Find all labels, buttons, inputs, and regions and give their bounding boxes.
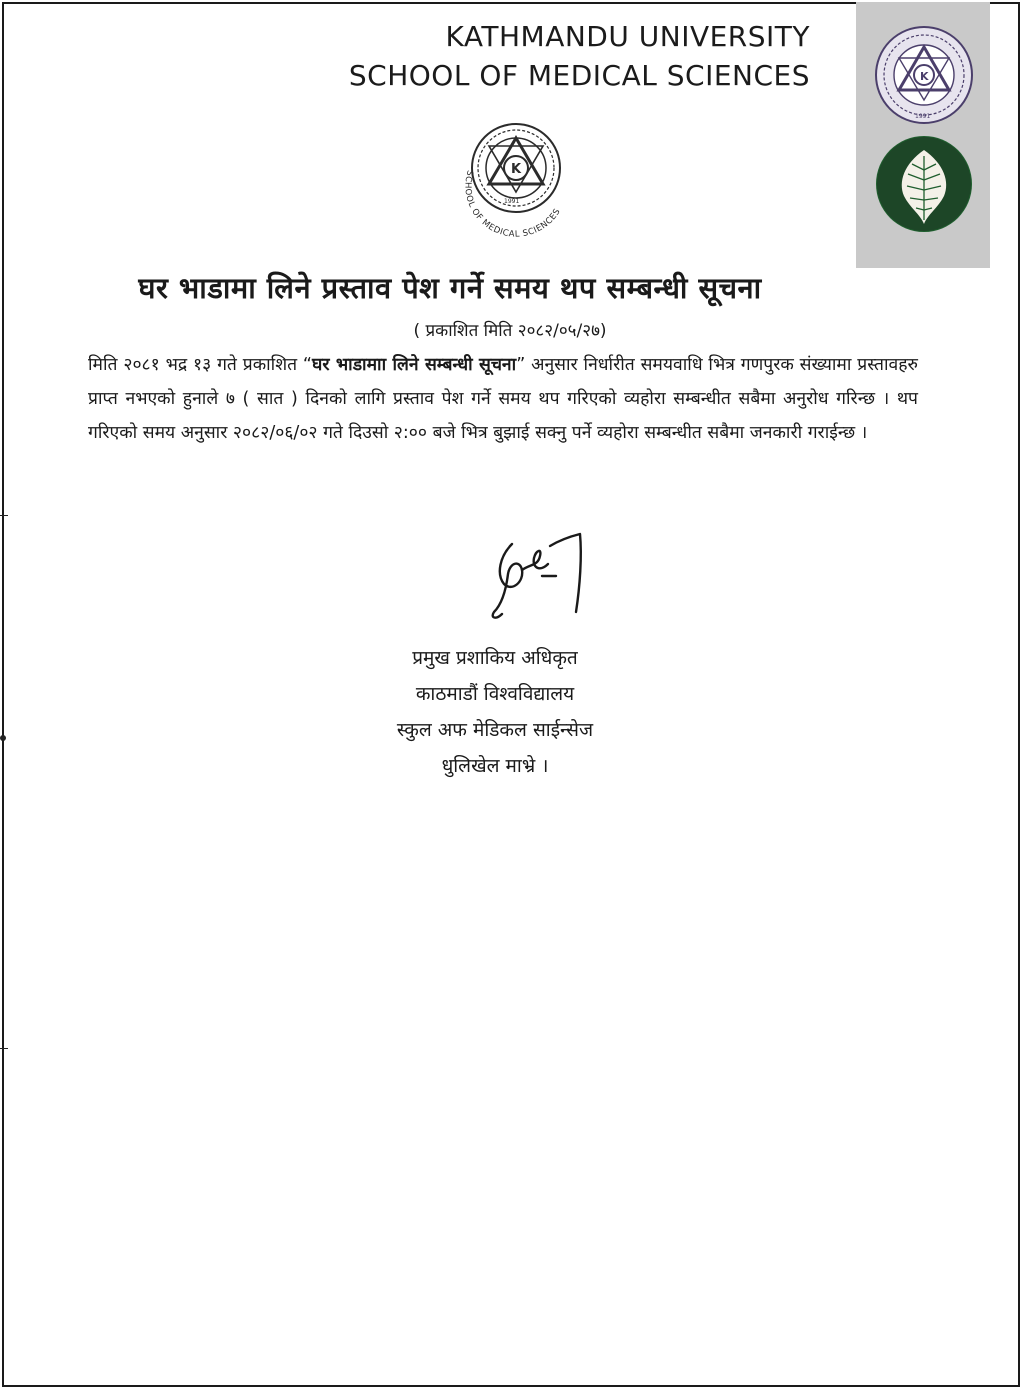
letterhead [300,18,810,96]
body-part-1: मिति २०८१ भद्र १३ गते प्रकाशित “ [88,355,312,375]
published-date: ( प्रकाशित मिति २०८२/०५/२७) [413,321,607,341]
signatory-designation: प्रमुख प्रशाकिय अधिकृत [412,647,578,669]
margin-dot [0,735,6,741]
signatory-school: स्कुल अफ मेडिकल साईन्सेज [396,719,594,741]
signature [482,526,602,630]
signatory-location: धुलिखेल माभ्रे । [441,755,549,777]
signatory-block [340,640,650,784]
notice-title: घर भाडामा लिने प्रस्ताव पेश गर्ने समय थप सम्बन्धी सूचना [138,271,762,305]
svg-text:SCHOOL OF MEDICAL SCIENCES: SCHOOL OF MEDICAL SCIENCES [462,169,563,240]
notice-body [88,348,918,450]
bodhi-leaf-icon [874,134,974,234]
school-name: SCHOOL OF MEDICAL SCIENCES [348,59,810,92]
ku-seal-icon [446,110,586,250]
university-name: KATHMANDU UNIVERSITY [445,20,810,53]
margin-tick [0,515,8,516]
svg-text:K: K [920,70,929,83]
body-part-2: ” अनुसार निर्धारीत समयवाधि भित्र गणपुरक संख्यामा प्रस्तावहरु प्राप्त नभएको हुनाले ७ ( सात ) दिनको लागि प्रस्ताव पेश गर्ने समय थप गरिएको व्यहोरा सम्बन्धीत सबैमा अनुरोध गरिन्छ । थप गरिएको समय अनुसार २०८२/०६/०२ गते दिउसो २:०० बजे भित्र बुझाई सक्नु पर्ने व्यहोरा सम्बन्धीत सबैमा जनकारी गराईन्छ । [88,355,918,443]
signatory-university: काठमाडौं विश्वविद्यालय [415,683,575,705]
svg-text:1991: 1991 [504,198,520,205]
svg-text:1991: 1991 [915,113,931,120]
margin-tick [0,1048,8,1049]
svg-text:K: K [511,162,522,177]
body-quoted-title: घर भाडामाा लिने सम्बन्धी सूचना [311,355,517,375]
ku-seal-icon [869,20,979,130]
